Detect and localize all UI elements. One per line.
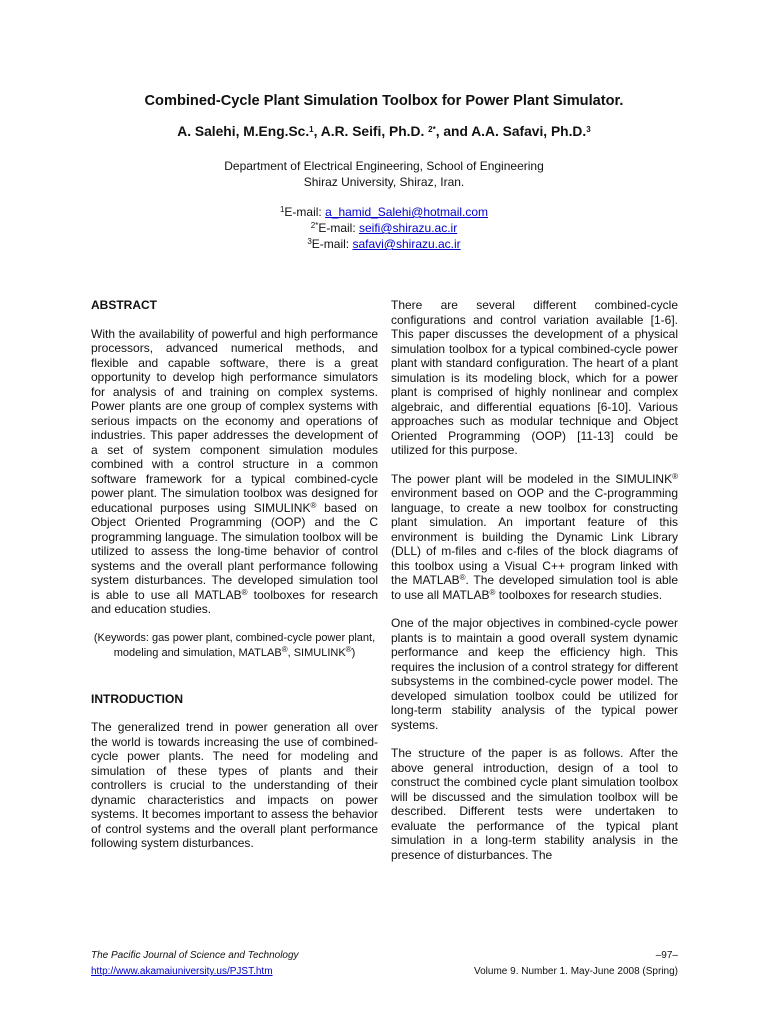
paragraph-2-text-3: . The developed simulation tool is able to use all MATLAB [391, 573, 679, 602]
affiliation [0, 158, 768, 190]
registered-mark: ® [281, 644, 288, 654]
right-column [391, 298, 678, 876]
body-paragraph-2 [391, 472, 678, 603]
abstract-paragraph [91, 327, 378, 617]
author-2-marker: 2* [428, 125, 436, 134]
page-number: –97– [655, 950, 678, 961]
email-2-link[interactable]: seifi@shirazu.ac.ir [359, 221, 458, 235]
email-3-marker: 3 [307, 237, 312, 246]
author-1-name: A. Salehi, M.Eng.Sc. [177, 124, 310, 139]
footer-right [440, 948, 678, 980]
abstract-text-2: based on Object Oriented Programming (OOP) and the C programming language. The simulation toolbox will be utilized to assess the long-time behavior of control systems and the overall plant performance following system disturbances. The developed simulation tool is able to use all MATLAB [91, 500, 378, 602]
email-3-link[interactable]: safavi@shirazu.ac.ir [352, 237, 461, 251]
email-1-link[interactable]: a_hamid_Salehi@hotmail.com [325, 205, 489, 219]
keywords [91, 631, 378, 661]
keywords-text-1: (Keywords: gas power plant, combined-cycle power plant, modeling and simulation, MATLAB [93, 631, 376, 659]
paragraph-2-text-4: toolboxes for research studies. [495, 587, 663, 602]
affiliation-department: Department of Electrical Engineering, School of Engineering [224, 159, 544, 173]
introduction-heading: INTRODUCTION [91, 691, 183, 706]
email-1-marker: 1 [279, 205, 285, 214]
registered-mark: ® [672, 471, 678, 481]
introduction-paragraph: The generalized trend in power generation all over the world is towards increasing the use of combined-cycle power plants. The need for modeling and simulation of these types of plants and their controllers is crucial to the understanding of their dynamic characteristics and impacts on power systems. It becomes important to assess the behavior of control systems and the overall plant performance following system disturbances. [91, 720, 378, 850]
paragraph-2-text-1: The power plant will be modeled in the SIMULINK [391, 471, 673, 486]
email-line-2 [0, 220, 768, 236]
abstract-heading: ABSTRACT [91, 298, 157, 312]
paragraph-2-text-2: environment based on OOP and the C-programming language, to create a new toolbox for constructing plant simulation. An important feature of this environment is building the Dynamic Link Library (DLL) of m-files and c-files of the block diagrams of this toolbox using a Visual C++ program linked with the MATLAB [391, 486, 678, 587]
author-line: A. Salehi, M.Eng.Sc.$^1$, A.R. Seifi, Ph.D. $^{2*}$, and A.A. Safavi, Ph.D.$^3$ [177, 124, 591, 139]
body-paragraph-4: The structure of the paper is as follows. After the above general introduction, design of a tool to construct the combined cycle plant simulation toolbox will be discussed and the simulation toolbox will be described. Different tests were undertaken to evaluate the performance of the typical plant simulation in a long-term stability analysis in the presence of disturbances. The [391, 746, 678, 862]
abstract-text-3: toolboxes for research and education studies. [91, 587, 378, 616]
volume-info: Volume 9. Number 1. May-June 2008 (Spring) [474, 966, 678, 977]
body-paragraph-3: One of the major objectives in combined-cycle power plants is to maintain a good overall system dynamic performance and keep the efficiency high. This requires the inclusion of a control strategy for different subsystems in the combined-cycle power model. The developed simulation toolbox could be utilized for long-term stability analysis of the typical power systems. [391, 616, 678, 732]
registered-mark: ® [310, 500, 317, 510]
email-1-label: E-mail: [284, 205, 326, 219]
email-3-label: E-mail: [311, 237, 353, 251]
left-column [91, 298, 378, 865]
registered-mark: ® [345, 644, 352, 654]
author-3-marker: 3 [586, 125, 591, 134]
author-1-marker: 1 [309, 125, 314, 134]
registered-mark: ® [489, 587, 496, 597]
footer-journal-name: The Pacific Journal of Science and Technology [91, 950, 299, 961]
registered-mark: ® [459, 573, 466, 582]
author-2-name: A.R. Seifi, Ph.D. [320, 124, 425, 139]
footer-left [91, 948, 299, 980]
email-line-1 [0, 204, 768, 220]
author-3-name: A.A. Safavi, Ph.D. [471, 124, 587, 139]
email-line-3 [0, 236, 768, 252]
abstract-text-1: With the availability of powerful and high performance processors, advanced numerical methods, and flexible and capable software, there is a great opportunity to develop high performance simulators for analysis of and training on complex systems. Power plants are one group of complex systems with serious impacts on the economy and operations of industries. This paper addresses the development of a set of system component simulation modules combined with a control structure in a common software framework for a typical combined-cycle power plant. The simulation toolbox was designed for educational purposes using SIMULINK [91, 326, 378, 515]
body-paragraph-1: There are several different combined-cycle configurations and control variation available [1-6]. This paper discusses the development of a physical simulation toolbox for a typical combined-cycle power plant with standard configuration. The heart of a plant simulation is its modeling block, which for a power plant is comprised of highly nonlinear and complex algebraic, and differential equations [6-10]. Various approaches such as modular technique and Object Oriented Programming (OOP) [11-13] could be utilized for this purpose. [391, 298, 678, 457]
paper-title: Combined-Cycle Plant Simulation Toolbox for Power Plant Simulator. [144, 93, 624, 109]
affiliation-university: Shiraz University, Shiraz, Iran. [303, 175, 465, 189]
email-2-marker: 2* [310, 221, 319, 230]
email-2-label: E-mail: [318, 221, 359, 235]
keywords-text-3: ) [351, 646, 356, 659]
footer-journal-link[interactable]: http://www.akamaiuniversity.us/PJST.htm [91, 966, 273, 977]
registered-mark: ® [241, 587, 248, 597]
email-list [0, 204, 768, 252]
keywords-text-2: , SIMULINK [287, 646, 346, 659]
